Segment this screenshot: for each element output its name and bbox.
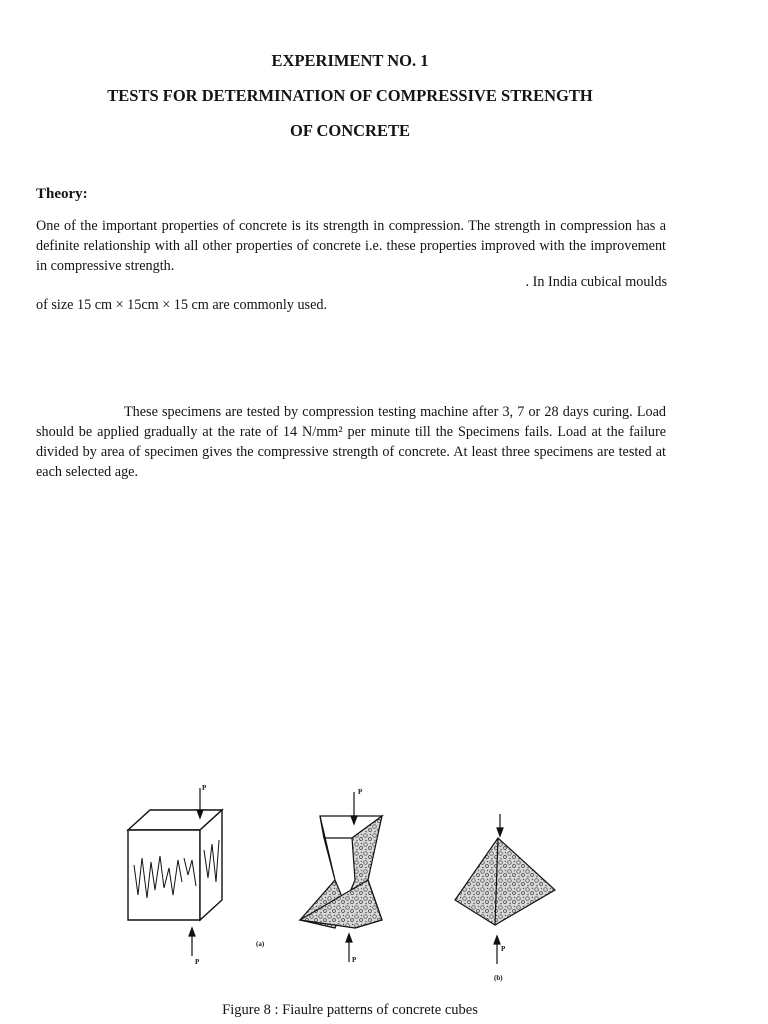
theory-heading: Theory: <box>36 186 88 202</box>
theory-paragraph-2-text: These specimens are tested by compression testing machine after 3, 7 or 28 days curing. Load should be applied gradually at the rate of 14 N/mm² per minute till the Specimens fails. Load at the failure divided by area of specimen gives the compressive strength of concrete. At least three specimens are tested at each selected age. <box>36 404 666 480</box>
hourglass-failure-cube <box>300 816 382 928</box>
experiment-title-line1: TESTS FOR DETERMINATION OF COMPRESSIVE STRENGTH <box>107 86 593 105</box>
theory-paragraph-1-tail: . In India cubical moulds <box>525 274 667 290</box>
load-label-a-top: P <box>202 784 207 792</box>
figure-label-b: (b) <box>494 974 503 982</box>
failure-patterns-figure <box>120 770 580 985</box>
load-label-pyramid: P <box>501 945 506 953</box>
load-label-hourglass-bottom: P <box>352 956 357 964</box>
cracked-cube-a <box>128 810 222 920</box>
load-label-hourglass-top: P <box>358 788 363 796</box>
experiment-number: EXPERIMENT NO. 1 <box>271 51 429 70</box>
experiment-title-line2: OF CONCRETE <box>290 121 410 140</box>
theory-paragraph-1-last-line: of size 15 cm × 15cm × 15 cm are commonly used. <box>36 297 328 313</box>
theory-paragraph-1 <box>36 216 666 276</box>
load-label-a-bottom: P <box>195 958 200 966</box>
theory-paragraph-1-text: One of the important properties of concrete is its strength in compression. The strength in compression has a definite relationship with all other properties of concrete i.e. these properties improved with the improvement in compressive strength. <box>36 218 666 274</box>
pyramid-failure-cube <box>455 838 555 925</box>
figure-caption: Figure 8 : Fiaulre patterns of concrete cubes <box>222 1002 478 1018</box>
theory-paragraph-2 <box>36 402 666 482</box>
figure-label-a: (a) <box>256 940 265 948</box>
